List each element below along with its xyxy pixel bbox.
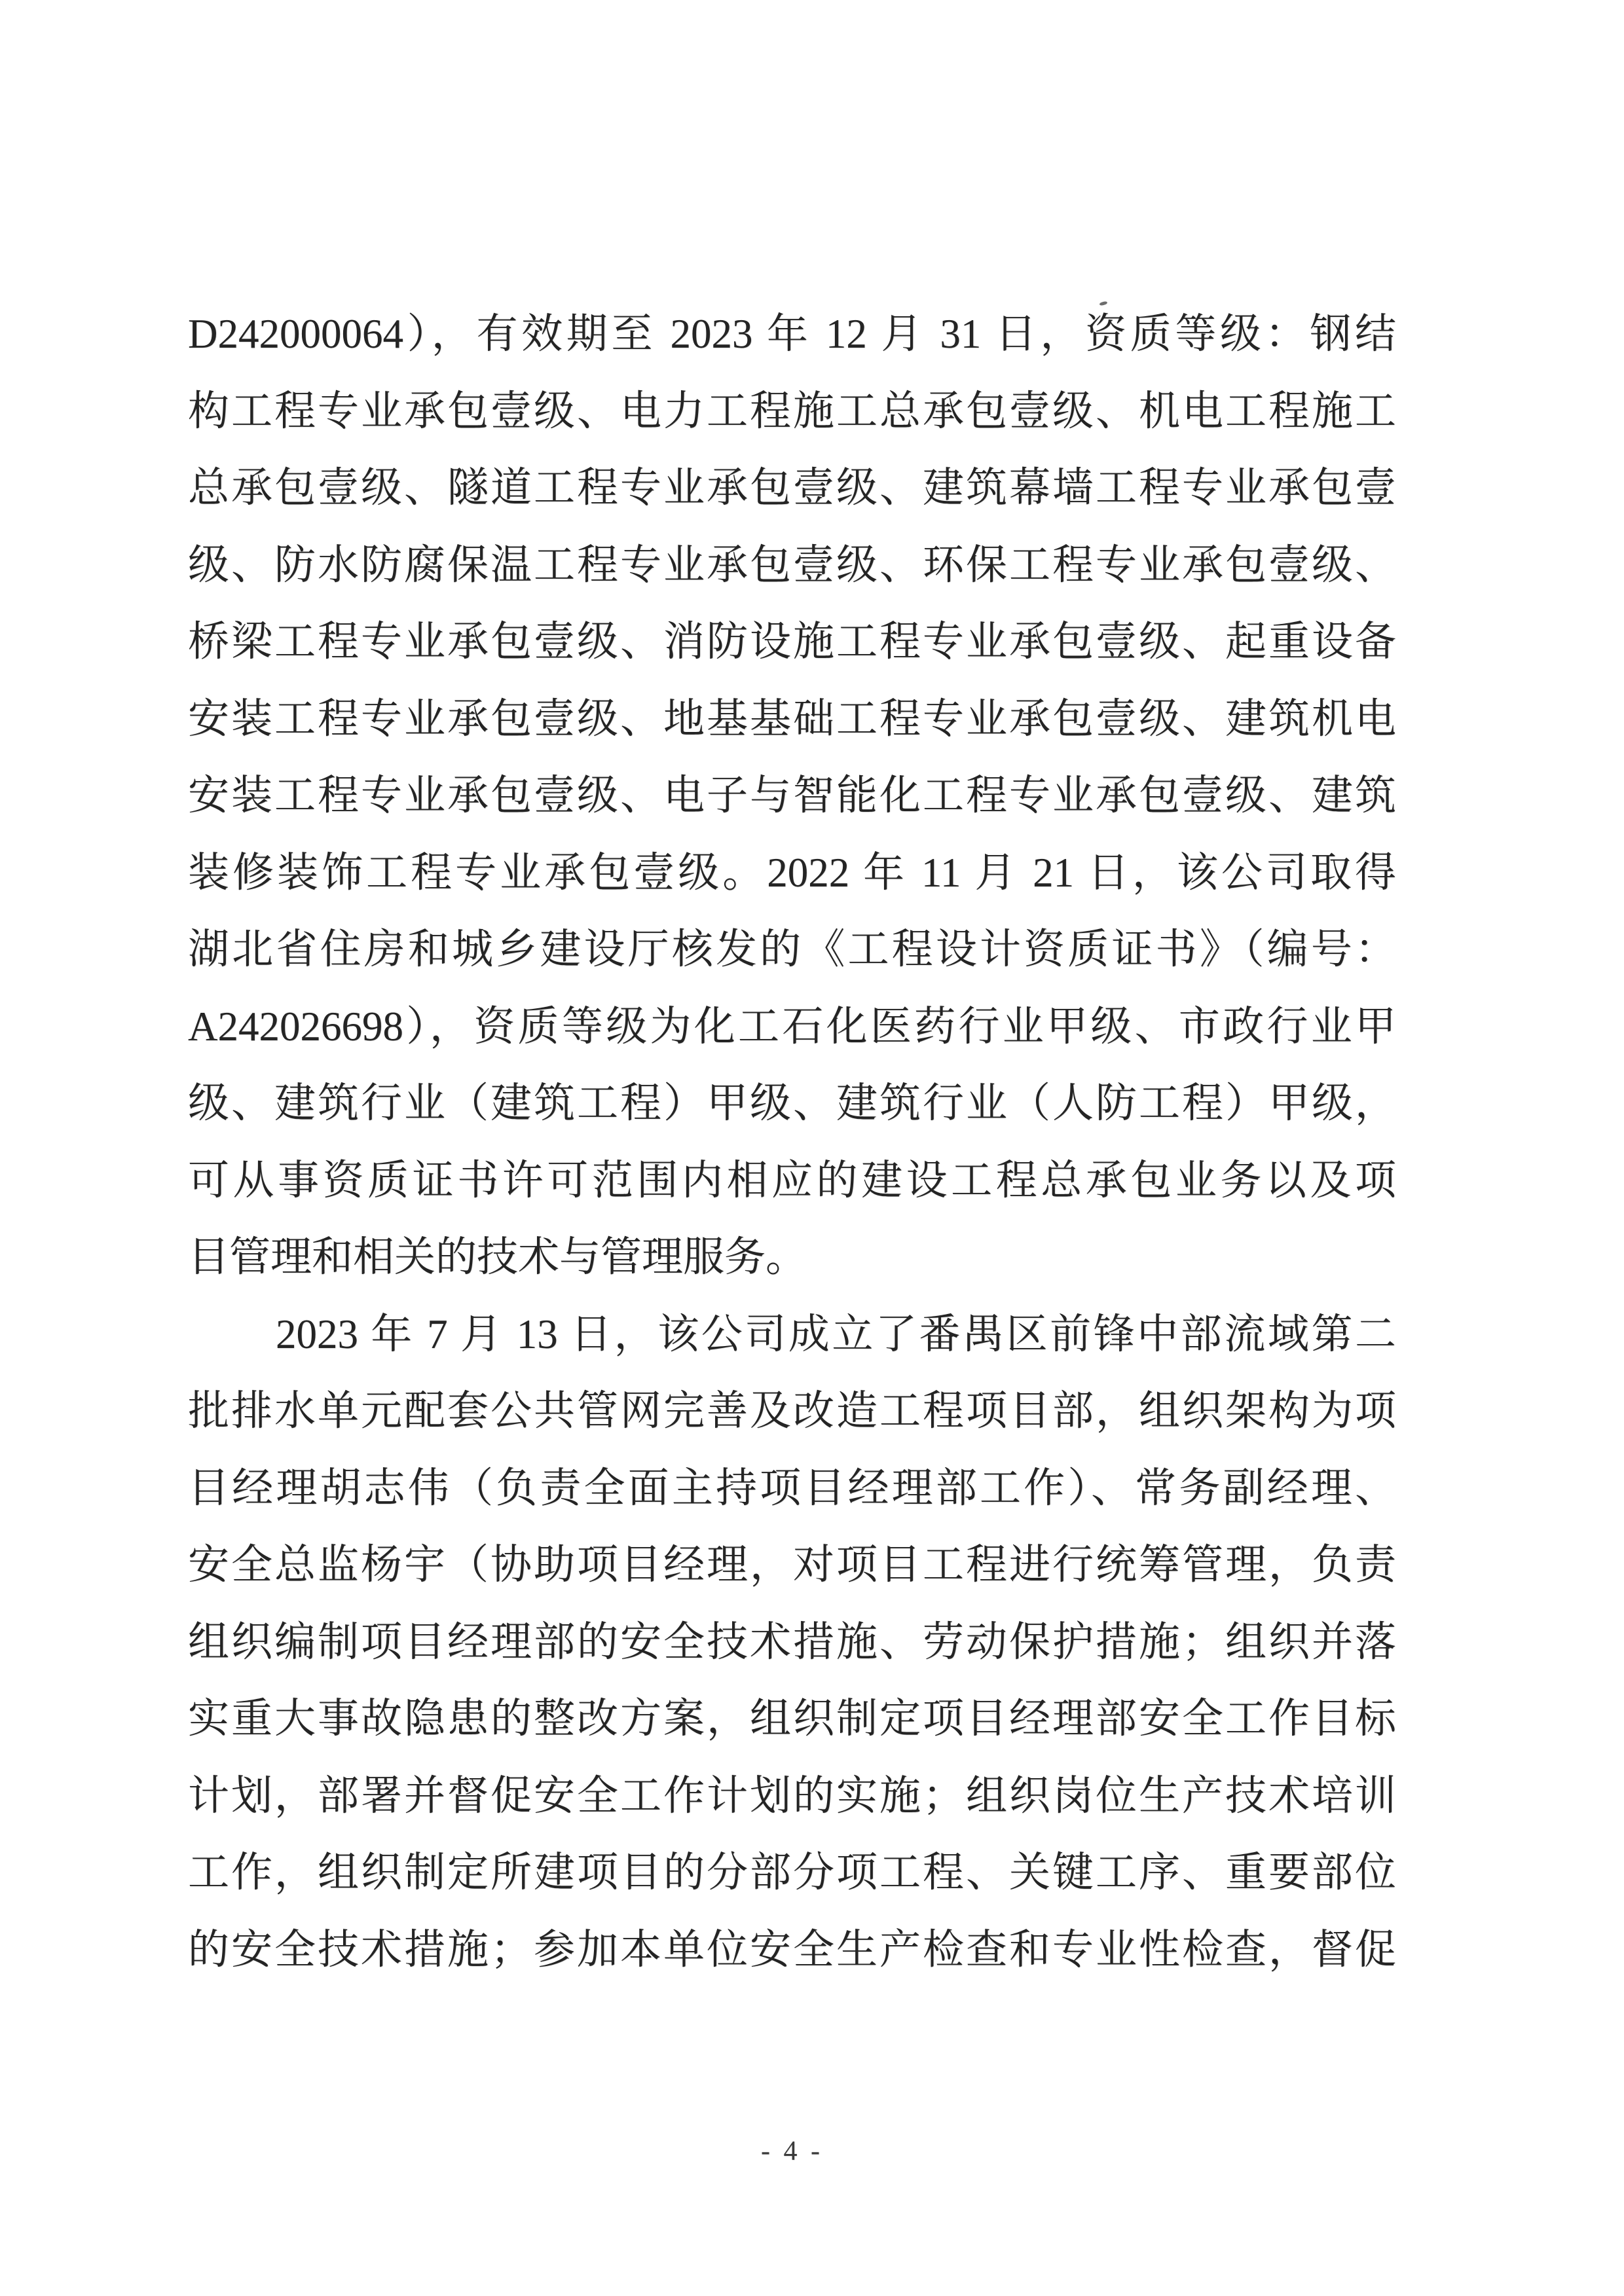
text-line: D242000064），有效期至 2023 年 12 月 31 日，资质等级：钢结 (188, 311, 1396, 357)
text-line: 湖北省住房和城乡建设厅核发的《工程设计资质证书》（编号： (188, 926, 1396, 972)
text-line: 构工程专业承包壹级、电力工程施工总承包壹级、机电工程施工 (188, 388, 1396, 434)
text-line: 装修装饰工程专业承包壹级。2022 年 11 月 21 日，该公司取得 (188, 849, 1396, 896)
text-line: 目管理和相关的技术与管理服务。 (188, 1234, 807, 1280)
text-line: A242026698），资质等级为化工石化医药行业甲级、市政行业甲 (188, 1003, 1396, 1049)
text-line: 2023 年 7 月 13 日，该公司成立了番禺区前锋中部流域第二 (276, 1311, 1396, 1357)
text-line: 总承包壹级、隧道工程专业承包壹级、建筑幕墙工程专业承包壹 (188, 465, 1396, 511)
text-line: 安全总监杨宇（协助项目经理，对项目工程进行统筹管理，负责 (188, 1542, 1396, 1588)
text-line: 级、建筑行业（建筑工程）甲级、建筑行业（人防工程）甲级， (188, 1080, 1396, 1126)
text-line: 批排水单元配套公共管网完善及改造工程项目部，组织架构为项 (188, 1388, 1396, 1434)
text-line: 安装工程专业承包壹级、电子与智能化工程专业承包壹级、建筑 (188, 773, 1396, 818)
body-text (188, 296, 1396, 1988)
text-line: 组织编制项目经理部的安全技术措施、劳动保护措施；组织并落 (188, 1618, 1396, 1665)
text-line: 目经理胡志伟（负责全面主持项目经理部工作）、常务副经理、 (188, 1465, 1396, 1511)
text-line: 计划，部署并督促安全工作计划的实施；组织岗位生产技术培训 (188, 1772, 1396, 1819)
page-number: - 4 - (761, 2136, 823, 2166)
text-line: 的安全技术措施；参加本单位安全生产检查和专业性检查，督促 (188, 1926, 1396, 1973)
text-line: 级、防水防腐保温工程专业承包壹级、环保工程专业承包壹级、 (188, 541, 1396, 588)
text-line: 安装工程专业承包壹级、地基基础工程专业承包壹级、建筑机电 (188, 695, 1396, 742)
text-line: 可从事资质证书许可范围内相应的建设工程总承包业务以及项 (188, 1157, 1396, 1203)
text-line: 实重大事故隐患的整改方案，组织制定项目经理部安全工作目标 (188, 1696, 1396, 1741)
text-line: 工作，组织制定所建项目的分部分项工程、关键工序、重要部位 (188, 1850, 1396, 1895)
text-line: 桥梁工程专业承包壹级、消防设施工程专业承包壹级、起重设备 (188, 619, 1396, 665)
